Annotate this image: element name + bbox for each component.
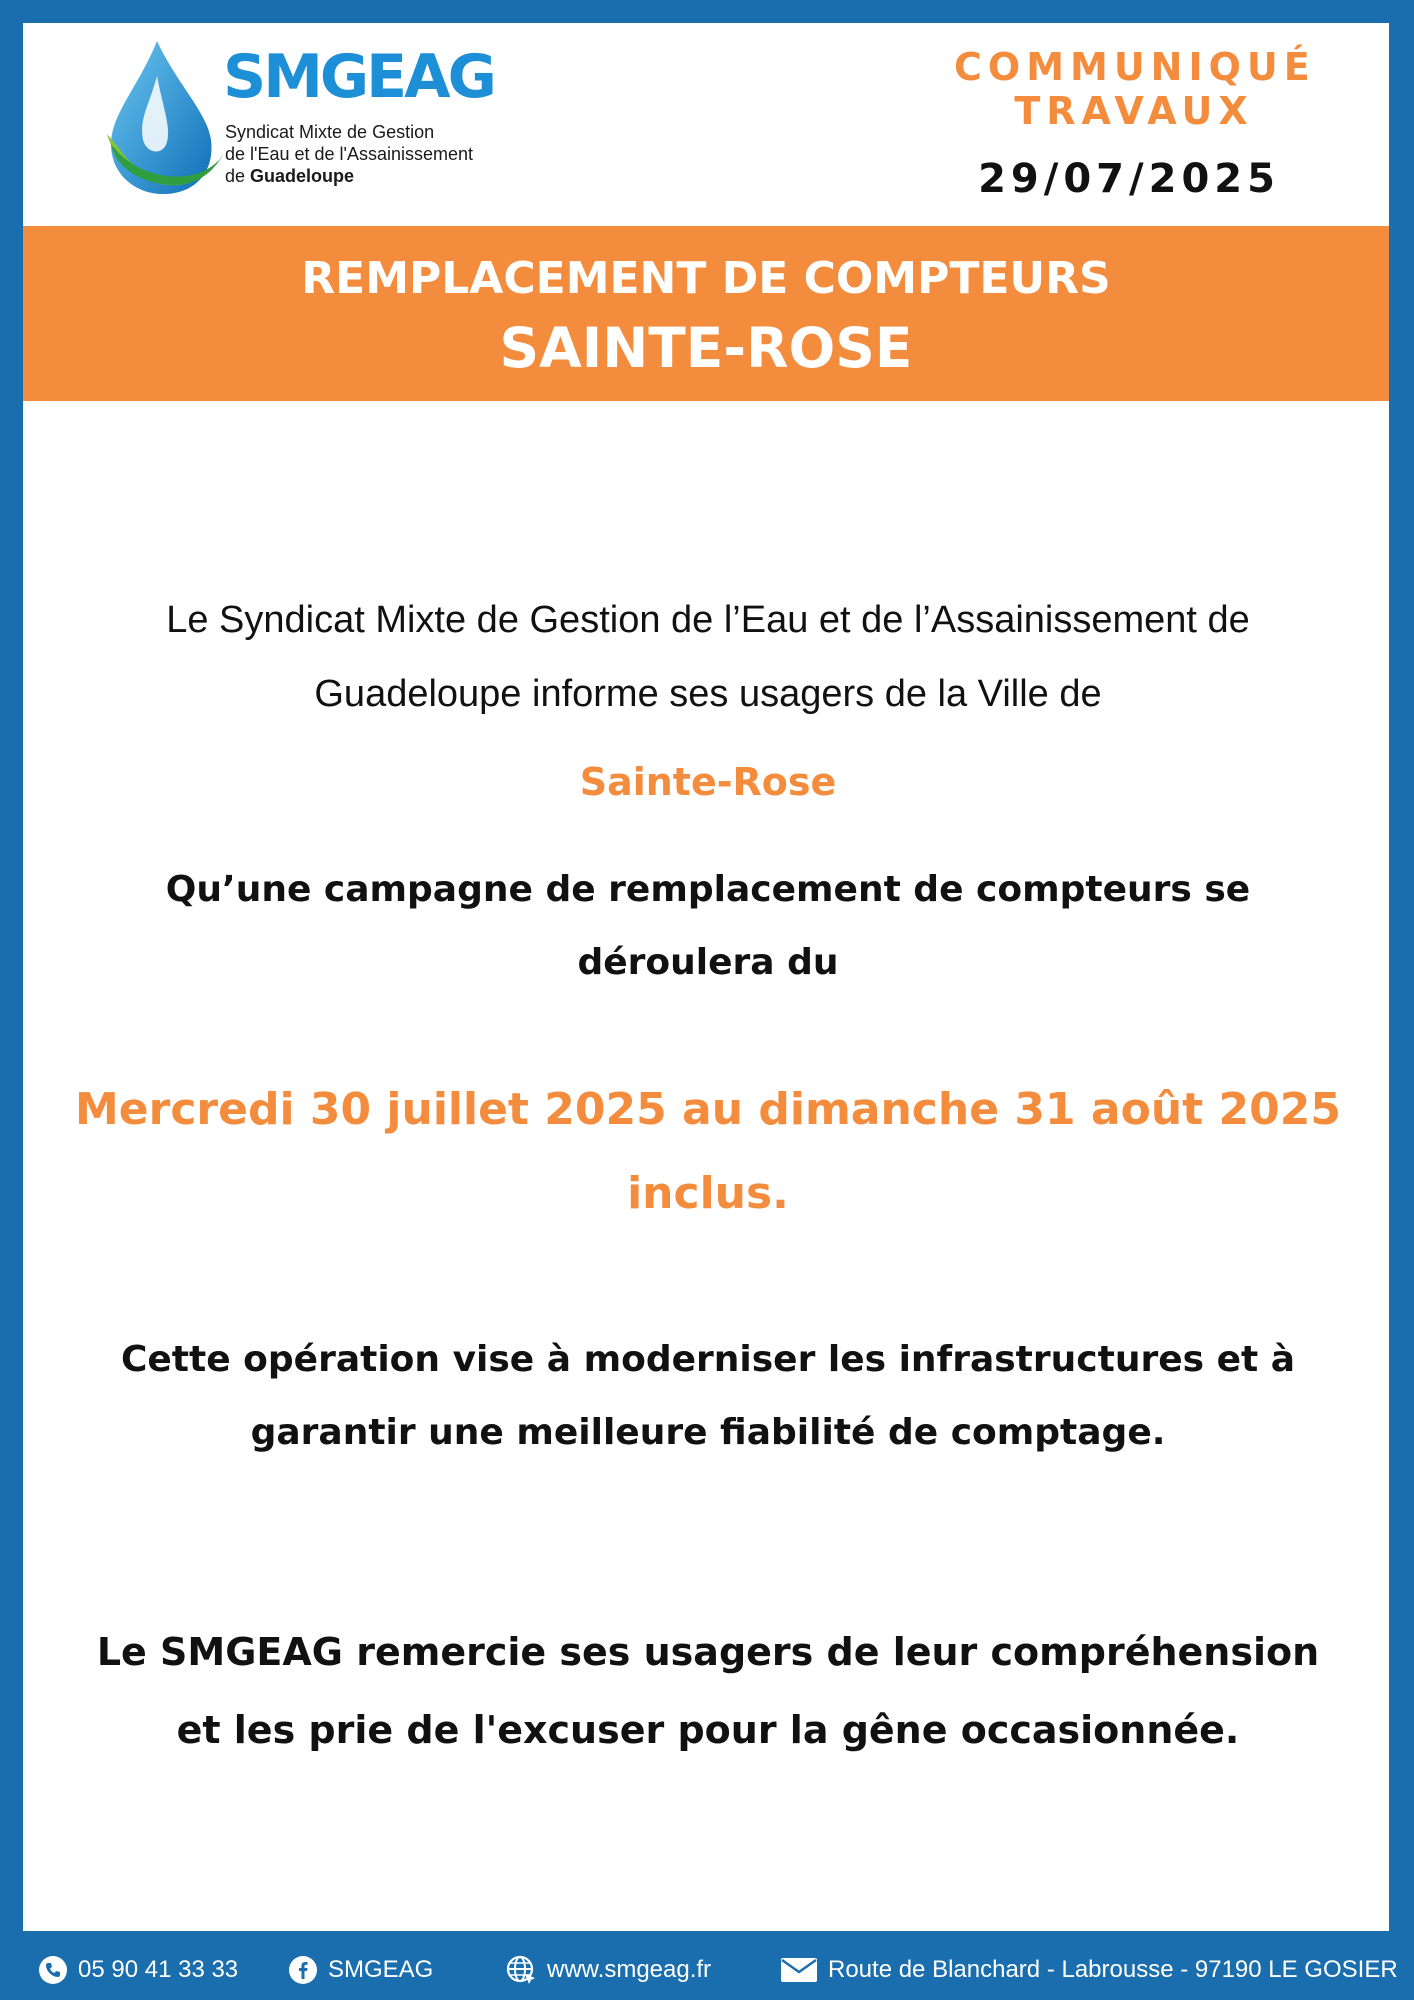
- phone-icon: [38, 1955, 68, 1985]
- globe-icon: [505, 1954, 537, 1986]
- campaign-period: [63, 1068, 1353, 1236]
- communique-label: [954, 45, 1314, 133]
- intro-line1: Le Syndicat Mixte de Gestion de l’Eau et de l’Assainissement de: [166, 599, 1250, 641]
- facebook-icon: [288, 1955, 318, 1985]
- communique-line2: TRAVAUX: [1014, 89, 1254, 133]
- footer-phone[interactable]: [38, 1955, 238, 1985]
- logo-subtitle: [225, 121, 473, 187]
- website-url: www.smgeag.fr: [547, 1956, 712, 1983]
- communique-line1: COMMUNIQUÉ: [954, 45, 1316, 89]
- contact-footer: [0, 1931, 1414, 2000]
- logo-subtitle-line1: Syndicat Mixte de Gestion: [225, 122, 435, 142]
- thanks-paragraph: [43, 1613, 1373, 1769]
- water-drop-logo-icon: [99, 36, 229, 196]
- thanks-line2: et les prie de l'excuser pour la gêne occasionnée.: [176, 1708, 1240, 1752]
- footer-address: [780, 1955, 1398, 1985]
- town-name: Sainte-Rose: [579, 760, 837, 804]
- thanks-line1: Le SMGEAG remercie ses usagers de leur compréhension: [96, 1630, 1320, 1674]
- banner-location: SAINTE-ROSE: [499, 316, 913, 380]
- logo-subtitle-line3: [225, 165, 473, 187]
- logo-subtitle-region: Guadeloupe: [250, 166, 355, 186]
- intro-paragraph: [63, 583, 1353, 731]
- campaign-paragraph: [63, 853, 1353, 999]
- intro-line2: Guadeloupe informe ses usagers de la Ville de: [314, 673, 1102, 715]
- logo-wordmark: SMGEAG: [223, 42, 494, 112]
- operation-line1: Cette opération vise à moderniser les infrastructures et à: [120, 1339, 1296, 1380]
- postal-address: Route de Blanchard - Labrousse - 97190 LE GOSIER: [828, 1956, 1398, 1983]
- logo-subtitle-prefix: de: [225, 166, 246, 186]
- campaign-line2: déroulera du: [577, 942, 839, 983]
- publication-date: 29/07/2025: [978, 156, 1280, 202]
- campaign-line1: Qu’une campagne de remplacement de compteurs se: [165, 869, 1251, 910]
- period-line2: inclus.: [627, 1168, 789, 1219]
- facebook-handle: SMGEAG: [328, 1956, 434, 1983]
- footer-website[interactable]: [505, 1955, 711, 1985]
- mail-icon: [780, 1957, 818, 1983]
- banner-title: REMPLACEMENT DE COMPTEURS: [301, 253, 1111, 304]
- period-line1: Mercredi 30 juillet 2025 au dimanche 31 août 2025: [75, 1084, 1341, 1135]
- title-banner: [23, 226, 1389, 401]
- operation-line2: garantir une meilleure fiabilité de comptage.: [250, 1412, 1166, 1453]
- flyer-sheet: [23, 23, 1389, 1931]
- phone-number: 05 90 41 33 33: [78, 1956, 239, 1983]
- operation-paragraph: [63, 1323, 1353, 1469]
- logo-subtitle-line2: de l'Eau et de l'Assainissement: [225, 144, 474, 164]
- footer-facebook[interactable]: [288, 1955, 433, 1985]
